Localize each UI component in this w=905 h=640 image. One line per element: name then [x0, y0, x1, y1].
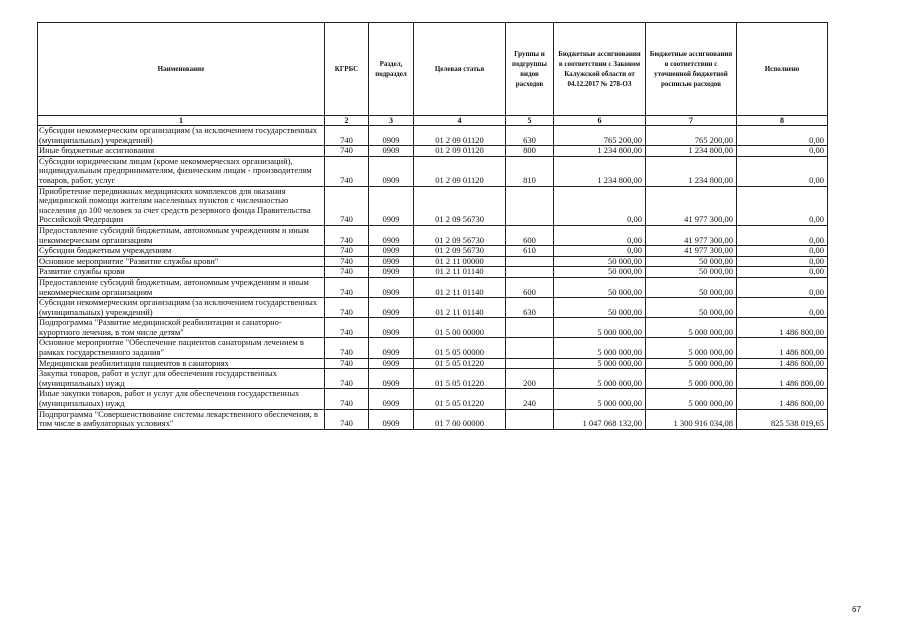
row-razdel: 0909 [369, 246, 414, 257]
row-kgrbs: 740 [325, 409, 369, 429]
row-name: Субсидии некоммерческим организациям (за исключением государственных (муниципальных) учреждений) [38, 126, 325, 146]
row-refined-allocation: 41 977 300,00 [646, 225, 737, 245]
row-expense-group: 610 [506, 246, 554, 257]
row-target-article: 01 2 11 01140 [414, 277, 506, 297]
row-razdel: 0909 [369, 389, 414, 409]
table-row [38, 389, 828, 409]
table-row [38, 156, 828, 186]
table-row [38, 246, 828, 257]
table-row [38, 277, 828, 297]
row-executed: 0,00 [737, 298, 828, 318]
row-law-allocation: 5 000 000,00 [554, 338, 646, 358]
row-razdel: 0909 [369, 225, 414, 245]
row-refined-allocation: 5 000 000,00 [646, 358, 737, 369]
row-target-article: 01 5 05 01220 [414, 369, 506, 389]
header-law-allocation: Бюджетные ассигнования в соответствии с Законом Калужской области от 04.12.2017 № 278-ОЗ [554, 23, 646, 116]
row-law-allocation: 1 234 800,00 [554, 146, 646, 157]
row-law-allocation: 5 000 000,00 [554, 369, 646, 389]
row-target-article: 01 7 00 00000 [414, 409, 506, 429]
row-law-allocation: 50 000,00 [554, 267, 646, 278]
row-refined-allocation: 50 000,00 [646, 277, 737, 297]
column-number: 6 [554, 116, 646, 126]
row-expense-group [506, 358, 554, 369]
row-law-allocation: 5 000 000,00 [554, 358, 646, 369]
row-name: Медицинская реабилитация пациентов в санаториях [38, 358, 325, 369]
table-row [38, 256, 828, 267]
row-expense-group: 600 [506, 277, 554, 297]
table-row [38, 369, 828, 389]
row-refined-allocation: 50 000,00 [646, 298, 737, 318]
row-expense-group: 800 [506, 146, 554, 157]
row-law-allocation: 765 200,00 [554, 126, 646, 146]
table-row [38, 267, 828, 278]
row-refined-allocation: 1 234 800,00 [646, 146, 737, 157]
row-target-article: 01 2 11 00000 [414, 256, 506, 267]
header-row [38, 23, 828, 116]
row-target-article: 01 2 11 01140 [414, 298, 506, 318]
row-razdel: 0909 [369, 358, 414, 369]
row-refined-allocation: 5 000 000,00 [646, 338, 737, 358]
row-executed: 0,00 [737, 225, 828, 245]
row-name: Развитие службы крови [38, 267, 325, 278]
row-target-article: 01 5 00 00000 [414, 318, 506, 338]
row-target-article: 01 5 05 00000 [414, 338, 506, 358]
row-refined-allocation: 50 000,00 [646, 267, 737, 278]
row-kgrbs: 740 [325, 246, 369, 257]
budget-execution-table [37, 22, 828, 430]
column-number: 7 [646, 116, 737, 126]
row-law-allocation: 5 000 000,00 [554, 318, 646, 338]
row-law-allocation: 50 000,00 [554, 298, 646, 318]
row-executed: 0,00 [737, 267, 828, 278]
row-executed: 825 538 019,65 [737, 409, 828, 429]
row-law-allocation: 50 000,00 [554, 256, 646, 267]
row-kgrbs: 740 [325, 146, 369, 157]
row-name: Приобретение передвижных медицинских комплексов для оказания медицинской помощи жителям населенных пунктов с численностью населения до 100 человек за счет средств резервного фонда Правительства Российской Федерации [38, 186, 325, 225]
header-expense-group: Группы и подгруппы видов расходов [506, 23, 554, 116]
table-row [38, 318, 828, 338]
row-refined-allocation: 41 977 300,00 [646, 246, 737, 257]
row-executed: 1 486 800,00 [737, 358, 828, 369]
row-executed: 1 486 800,00 [737, 389, 828, 409]
row-razdel: 0909 [369, 369, 414, 389]
row-name: Закупка товаров, работ и услуг для обеспечения государственных (муниципальных) нужд [38, 369, 325, 389]
table-row [38, 409, 828, 429]
row-refined-allocation: 765 200,00 [646, 126, 737, 146]
row-refined-allocation: 50 000,00 [646, 256, 737, 267]
row-law-allocation: 50 000,00 [554, 277, 646, 297]
row-name: Предоставление субсидий бюджетным, автономным учреждениям и иным некоммерческим организациям [38, 277, 325, 297]
row-target-article: 01 2 09 56730 [414, 225, 506, 245]
row-law-allocation: 0,00 [554, 186, 646, 225]
row-razdel: 0909 [369, 267, 414, 278]
row-name: Субсидии бюджетным учреждениям [38, 246, 325, 257]
row-law-allocation: 5 000 000,00 [554, 389, 646, 409]
row-executed: 1 486 800,00 [737, 369, 828, 389]
row-kgrbs: 740 [325, 338, 369, 358]
row-executed: 0,00 [737, 156, 828, 186]
row-executed: 0,00 [737, 186, 828, 225]
row-target-article: 01 5 05 01220 [414, 389, 506, 409]
row-kgrbs: 740 [325, 256, 369, 267]
table-row [38, 358, 828, 369]
row-expense-group [506, 318, 554, 338]
row-kgrbs: 740 [325, 318, 369, 338]
row-refined-allocation: 41 977 300,00 [646, 186, 737, 225]
row-name: Иные бюджетные ассигнования [38, 146, 325, 157]
row-expense-group [506, 186, 554, 225]
row-expense-group: 630 [506, 298, 554, 318]
row-kgrbs: 740 [325, 126, 369, 146]
table-body [38, 126, 828, 430]
column-number: 8 [737, 116, 828, 126]
row-kgrbs: 740 [325, 186, 369, 225]
row-kgrbs: 740 [325, 225, 369, 245]
row-name: Подпрограмма "Совершенствование системы лекарственного обеспечения, в том числе в амбулаторных условиях" [38, 409, 325, 429]
column-number-row [38, 116, 828, 126]
row-razdel: 0909 [369, 409, 414, 429]
table-row [38, 146, 828, 157]
header-name: Наименование [38, 23, 325, 116]
row-refined-allocation: 5 000 000,00 [646, 389, 737, 409]
row-expense-group [506, 256, 554, 267]
row-expense-group: 240 [506, 389, 554, 409]
row-razdel: 0909 [369, 146, 414, 157]
row-kgrbs: 740 [325, 267, 369, 278]
row-expense-group [506, 338, 554, 358]
row-expense-group: 810 [506, 156, 554, 186]
row-expense-group [506, 409, 554, 429]
row-kgrbs: 740 [325, 156, 369, 186]
row-expense-group: 600 [506, 225, 554, 245]
row-name: Иные закупки товаров, работ и услуг для обеспечения государственных (муниципальных) нужд [38, 389, 325, 409]
column-number: 3 [369, 116, 414, 126]
row-executed: 1 486 800,00 [737, 338, 828, 358]
row-name: Основное мероприятие "Развитие службы крови" [38, 256, 325, 267]
row-kgrbs: 740 [325, 277, 369, 297]
row-target-article: 01 2 09 56730 [414, 186, 506, 225]
row-kgrbs: 740 [325, 389, 369, 409]
row-executed: 0,00 [737, 126, 828, 146]
column-number: 5 [506, 116, 554, 126]
row-razdel: 0909 [369, 338, 414, 358]
row-law-allocation: 1 234 800,00 [554, 156, 646, 186]
column-number: 2 [325, 116, 369, 126]
row-razdel: 0909 [369, 256, 414, 267]
row-target-article: 01 2 09 01120 [414, 126, 506, 146]
row-target-article: 01 2 09 01120 [414, 146, 506, 157]
row-name: Субсидии юридическим лицам (кроме некоммерческих организаций), индивидуальным предпринимателям, физическим лицам - производителям товаров, работ, услуг [38, 156, 325, 186]
row-executed: 0,00 [737, 277, 828, 297]
row-target-article: 01 2 09 01120 [414, 156, 506, 186]
row-executed: 0,00 [737, 246, 828, 257]
row-expense-group: 630 [506, 126, 554, 146]
header-target-article: Целевая статья [414, 23, 506, 116]
row-razdel: 0909 [369, 277, 414, 297]
row-refined-allocation: 1 300 916 034,08 [646, 409, 737, 429]
row-razdel: 0909 [369, 156, 414, 186]
row-expense-group [506, 267, 554, 278]
row-refined-allocation: 1 234 800,00 [646, 156, 737, 186]
row-kgrbs: 740 [325, 369, 369, 389]
page-number: 67 [852, 605, 861, 614]
budget-table-container [37, 22, 828, 430]
header-executed: Исполнено [737, 23, 828, 116]
row-law-allocation: 0,00 [554, 246, 646, 257]
row-razdel: 0909 [369, 298, 414, 318]
row-refined-allocation: 5 000 000,00 [646, 318, 737, 338]
table-row [38, 298, 828, 318]
table-row [38, 126, 828, 146]
row-name: Подпрограмма "Развитие медицинской реабилитации и санаторно-курортного лечения, в том числе детям" [38, 318, 325, 338]
row-razdel: 0909 [369, 186, 414, 225]
row-law-allocation: 0,00 [554, 225, 646, 245]
table-row [38, 225, 828, 245]
row-target-article: 01 2 09 56730 [414, 246, 506, 257]
row-target-article: 01 5 05 01220 [414, 358, 506, 369]
row-kgrbs: 740 [325, 358, 369, 369]
row-kgrbs: 740 [325, 298, 369, 318]
column-number: 1 [38, 116, 325, 126]
header-razdel: Раздел, подраздел [369, 23, 414, 116]
row-name: Субсидии некоммерческим организациям (за исключением государственных (муниципальных) учреждений) [38, 298, 325, 318]
table-row [38, 186, 828, 225]
row-razdel: 0909 [369, 126, 414, 146]
row-executed: 1 486 800,00 [737, 318, 828, 338]
row-executed: 0,00 [737, 146, 828, 157]
row-expense-group: 200 [506, 369, 554, 389]
row-executed: 0,00 [737, 256, 828, 267]
row-law-allocation: 1 047 068 132,00 [554, 409, 646, 429]
header-kgrbs: КГРБС [325, 23, 369, 116]
column-number: 4 [414, 116, 506, 126]
row-refined-allocation: 5 000 000,00 [646, 369, 737, 389]
row-name: Основное мероприятие "Обеспечение пациентов санаторным лечением в рамках государственного задания" [38, 338, 325, 358]
row-target-article: 01 2 11 01140 [414, 267, 506, 278]
row-name: Предоставление субсидий бюджетным, автономным учреждениям и иным некоммерческим организациям [38, 225, 325, 245]
table-row [38, 338, 828, 358]
row-razdel: 0909 [369, 318, 414, 338]
header-refined-allocation: Бюджетные ассигнования в соответствии с уточненной бюджетной росписью расходов [646, 23, 737, 116]
